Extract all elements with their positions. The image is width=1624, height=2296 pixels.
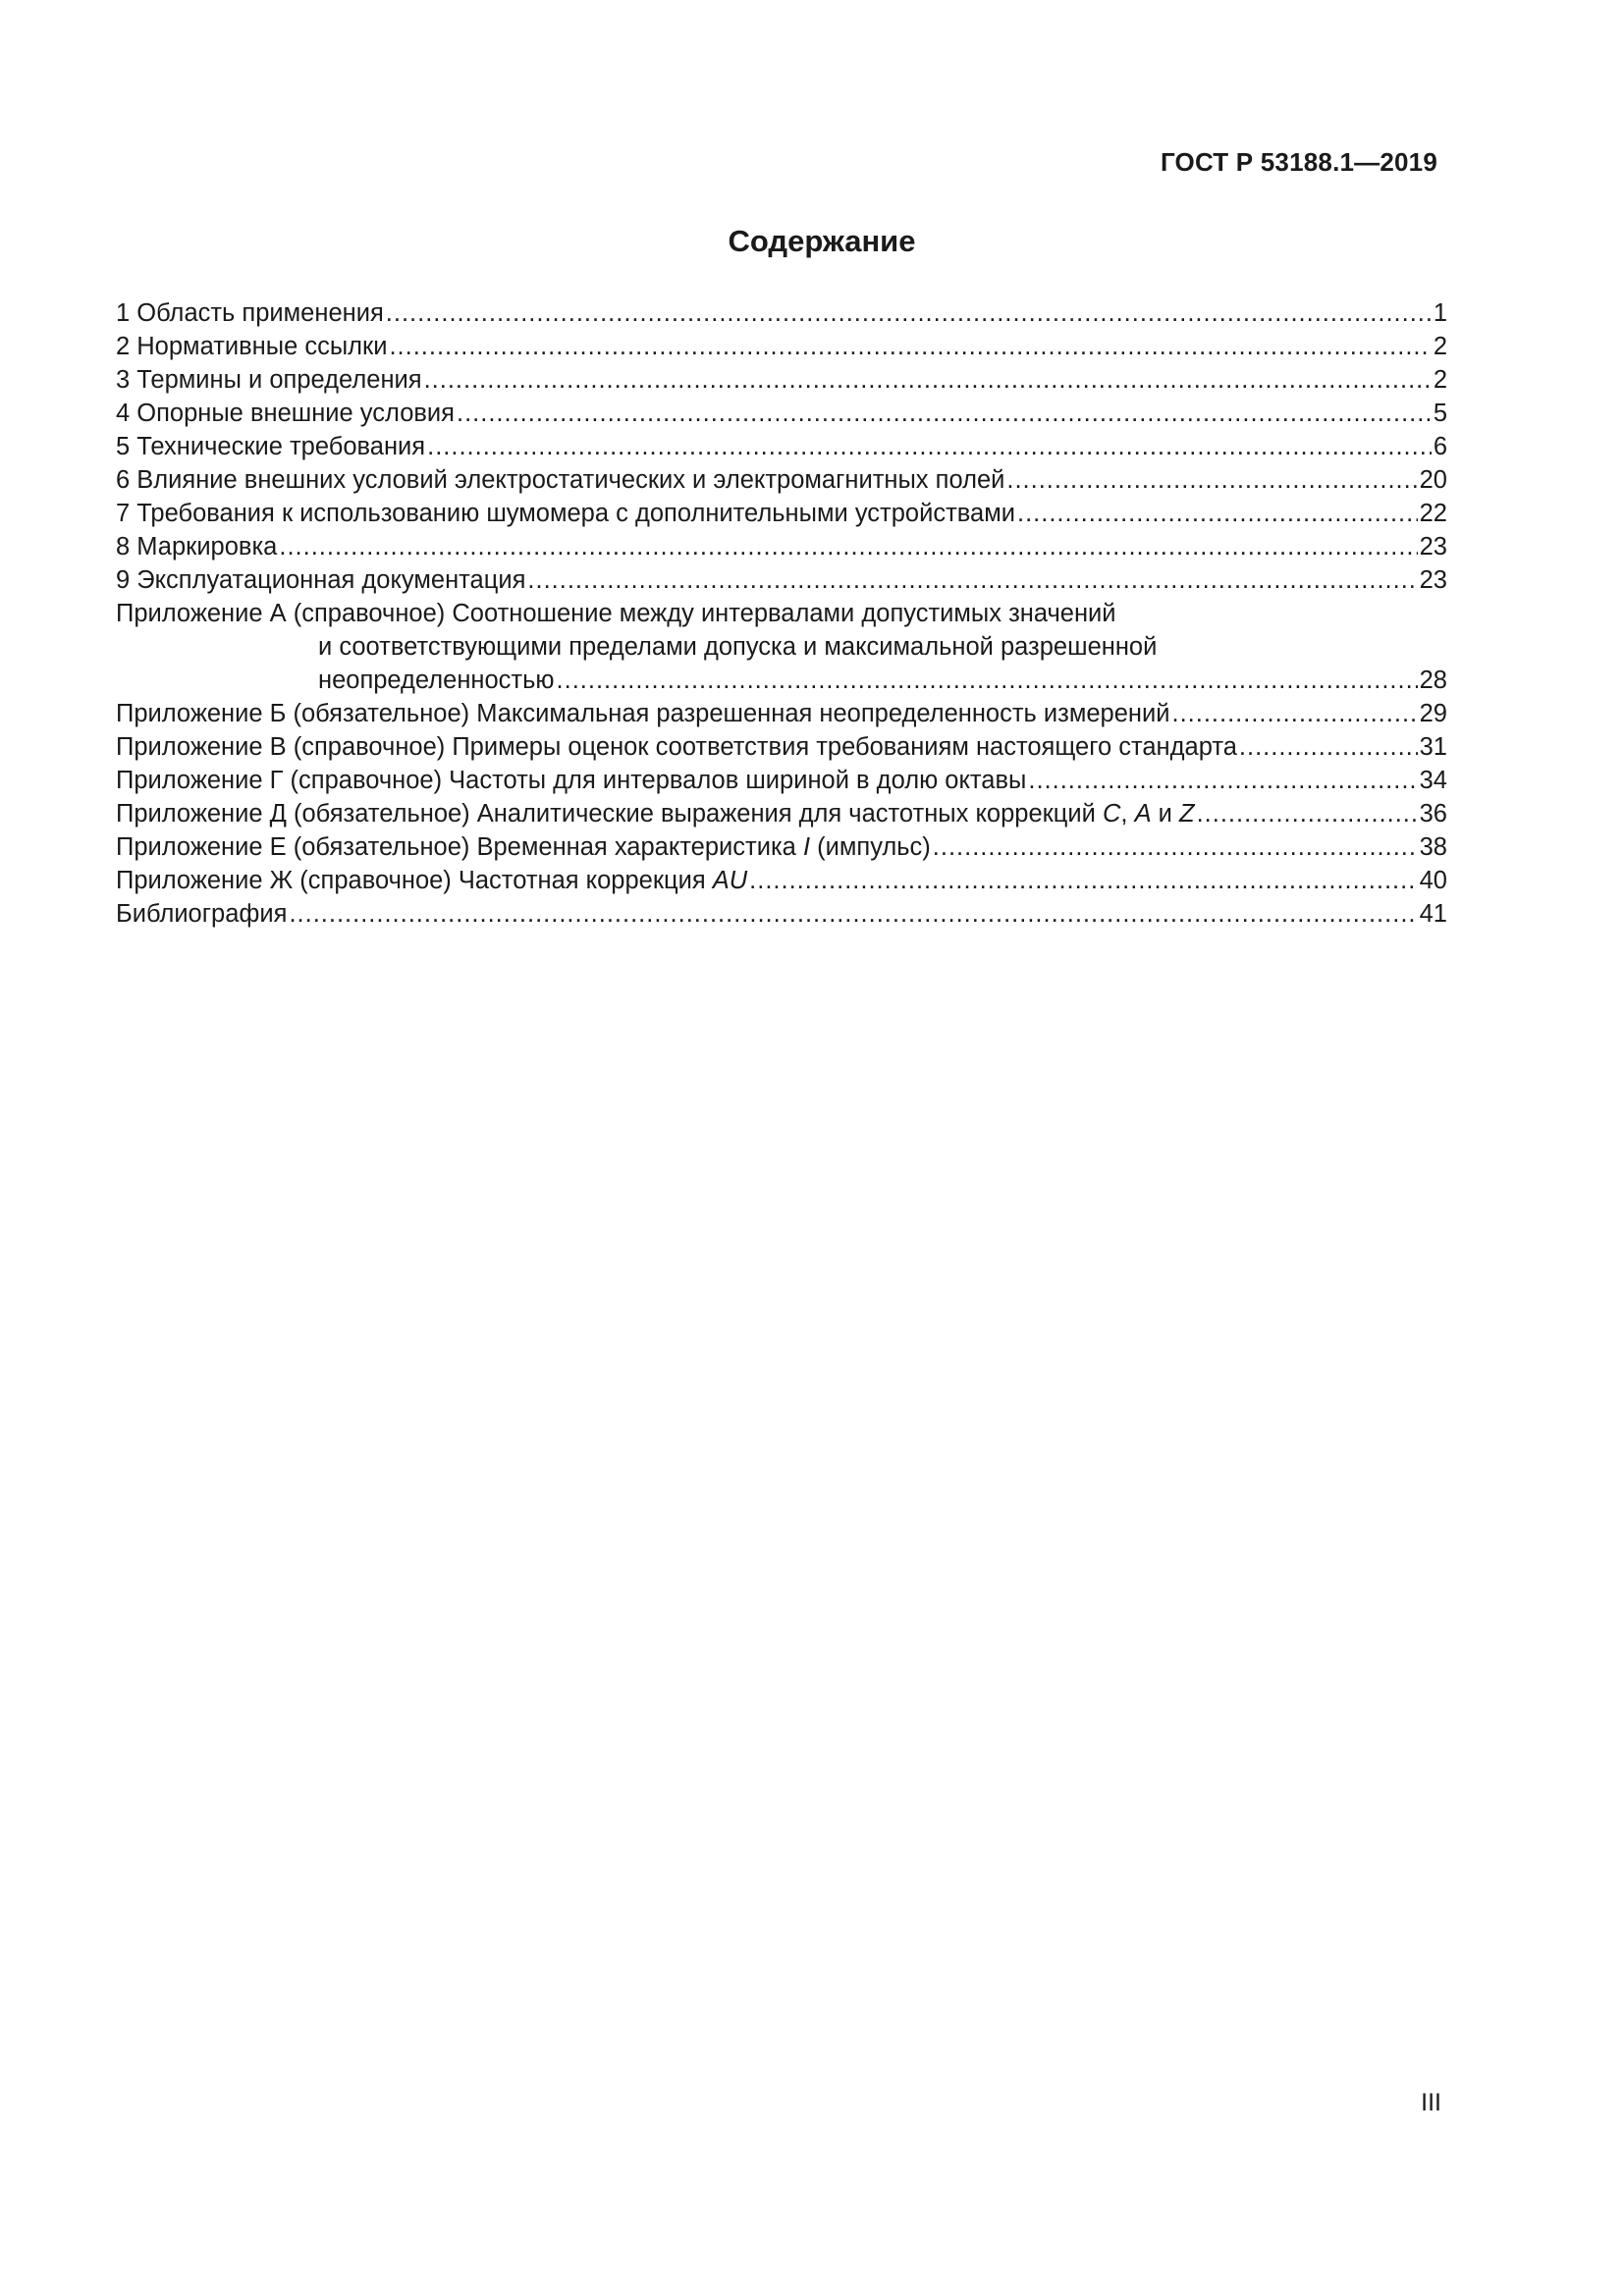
toc-entry-label: 8 Маркировка	[116, 533, 278, 561]
toc-leader-dots	[289, 897, 1417, 931]
toc-entry-page: 41	[1419, 900, 1447, 928]
toc-leader-dots	[1239, 730, 1418, 764]
toc-entry-label: 6 Влияние внешних условий электростатических и электромагнитных полей	[116, 466, 1005, 494]
toc-entry-label: 9 Эксплуатационная документация	[116, 566, 526, 594]
toc-entry-label	[116, 864, 747, 897]
toc-entry-8[interactable]	[116, 530, 1447, 563]
toc-entry-page: 2	[1433, 333, 1447, 360]
toc-entry-label-text: Приложение Е (обязательное) Временная характеристика	[116, 833, 803, 861]
toc-entry-label-line-3: неопределенностью	[318, 667, 555, 694]
symbol-i: I	[802, 833, 811, 861]
toc-leader-dots	[279, 530, 1417, 563]
toc-entry-page: 6	[1433, 433, 1447, 460]
page-title: Содержание	[728, 224, 916, 258]
toc-entry-appendix-e[interactable]	[116, 830, 1447, 864]
symbol-au: AU	[712, 867, 748, 894]
toc-entry-3[interactable]	[116, 363, 1447, 397]
toc-entry-9[interactable]	[116, 563, 1447, 597]
toc-entry-label-text: Приложение Ж (справочное) Частотная коррекция	[116, 867, 713, 894]
toc-entry-appendix-a[interactable]	[116, 597, 1447, 697]
toc-entry-label-line-1: Приложение А (справочное) Соотношение между интервалами допустимых значений	[116, 600, 1116, 627]
toc-entry-bibliography[interactable]	[116, 897, 1447, 931]
toc-entry-page: 29	[1419, 700, 1447, 727]
toc-leader-dots	[1028, 764, 1417, 797]
toc-leader-dots	[427, 430, 1432, 463]
symbol-c: C	[1102, 800, 1121, 828]
toc-entry-7[interactable]	[116, 497, 1447, 530]
toc-entry-1[interactable]	[116, 296, 1447, 330]
toc-entry-page: 38	[1419, 833, 1447, 861]
toc-leader-dots	[749, 864, 1417, 897]
toc-entry-page: 2	[1433, 366, 1447, 394]
toc-entry-appendix-g[interactable]	[116, 764, 1447, 797]
toc-leader-dots	[1017, 497, 1418, 530]
toc-entry-label-line-2: и соответствующими пределами допуска и максимальной разрешенной	[318, 633, 1158, 661]
toc-leader-dots	[1006, 463, 1417, 497]
toc-entry-label	[116, 797, 1195, 830]
separator-comma: ,	[1120, 800, 1135, 828]
toc-entry-page: 1	[1433, 299, 1447, 327]
symbol-z: Z	[1179, 800, 1195, 828]
page-number: III	[1421, 2089, 1441, 2116]
toc-leader-dots	[389, 330, 1431, 363]
toc-entry-appendix-d[interactable]	[116, 797, 1447, 830]
toc-entry-label	[116, 830, 931, 864]
toc-leader-dots	[1197, 797, 1418, 830]
toc-entry-page: 34	[1419, 767, 1447, 794]
separator-and: и	[1151, 800, 1180, 828]
toc-entry-page: 40	[1419, 867, 1447, 894]
toc-entry-5[interactable]	[116, 430, 1447, 463]
toc-entry-page: 23	[1419, 533, 1447, 561]
symbol-a: A	[1134, 800, 1152, 828]
toc-entry-appendix-v[interactable]	[116, 730, 1447, 764]
toc-leader-dots	[424, 363, 1432, 397]
toc-entry-label: 4 Опорные внешние условия	[116, 400, 455, 427]
toc-entry-page: 28	[1419, 667, 1447, 694]
toc-leader-dots	[933, 830, 1418, 864]
toc-entry-label: Приложение Г (справочное) Частоты для интервалов шириной в долю октавы	[116, 767, 1027, 794]
toc-entry-label: 2 Нормативные ссылки	[116, 333, 388, 360]
toc-leader-dots	[557, 664, 1418, 697]
toc-entry-label: Приложение В (справочное) Примеры оценок соответствия требованиям настоящего стандарта	[116, 733, 1237, 761]
toc-leader-dots	[457, 397, 1432, 430]
table-of-contents	[116, 296, 1447, 931]
toc-entry-6[interactable]	[116, 463, 1447, 497]
toc-entry-page: 23	[1419, 566, 1447, 594]
toc-entry-label-text: Приложение Д (обязательное) Аналитические выражения для частотных коррекций	[116, 800, 1103, 828]
toc-leader-dots	[386, 296, 1432, 330]
toc-entry-2[interactable]	[116, 330, 1447, 363]
toc-entry-page: 20	[1419, 466, 1447, 494]
toc-entry-page: 36	[1419, 800, 1447, 828]
document-code: ГОСТ Р 53188.1—2019	[1160, 147, 1437, 177]
toc-entry-label: Библиография	[116, 900, 288, 928]
toc-leader-dots	[527, 563, 1417, 597]
toc-entry-appendix-zh[interactable]	[116, 864, 1447, 897]
toc-entry-page: 31	[1419, 733, 1447, 761]
toc-entry-label-suffix: (импульс)	[810, 833, 931, 861]
toc-entry-label: 3 Термины и определения	[116, 366, 422, 394]
toc-entry-appendix-b[interactable]	[116, 697, 1447, 730]
toc-entry-4[interactable]	[116, 397, 1447, 430]
toc-entry-page: 5	[1433, 400, 1447, 427]
toc-entry-label: 1 Область применения	[116, 299, 384, 327]
toc-entry-label: Приложение Б (обязательное) Максимальная разрешенная неопределенность измерений	[116, 700, 1170, 727]
toc-entry-label: 5 Технические требования	[116, 433, 426, 460]
toc-leader-dots	[1171, 697, 1417, 730]
toc-entry-label: 7 Требования к использованию шумомера с дополнительными устройствами	[116, 500, 1015, 527]
toc-entry-page: 22	[1419, 500, 1447, 527]
